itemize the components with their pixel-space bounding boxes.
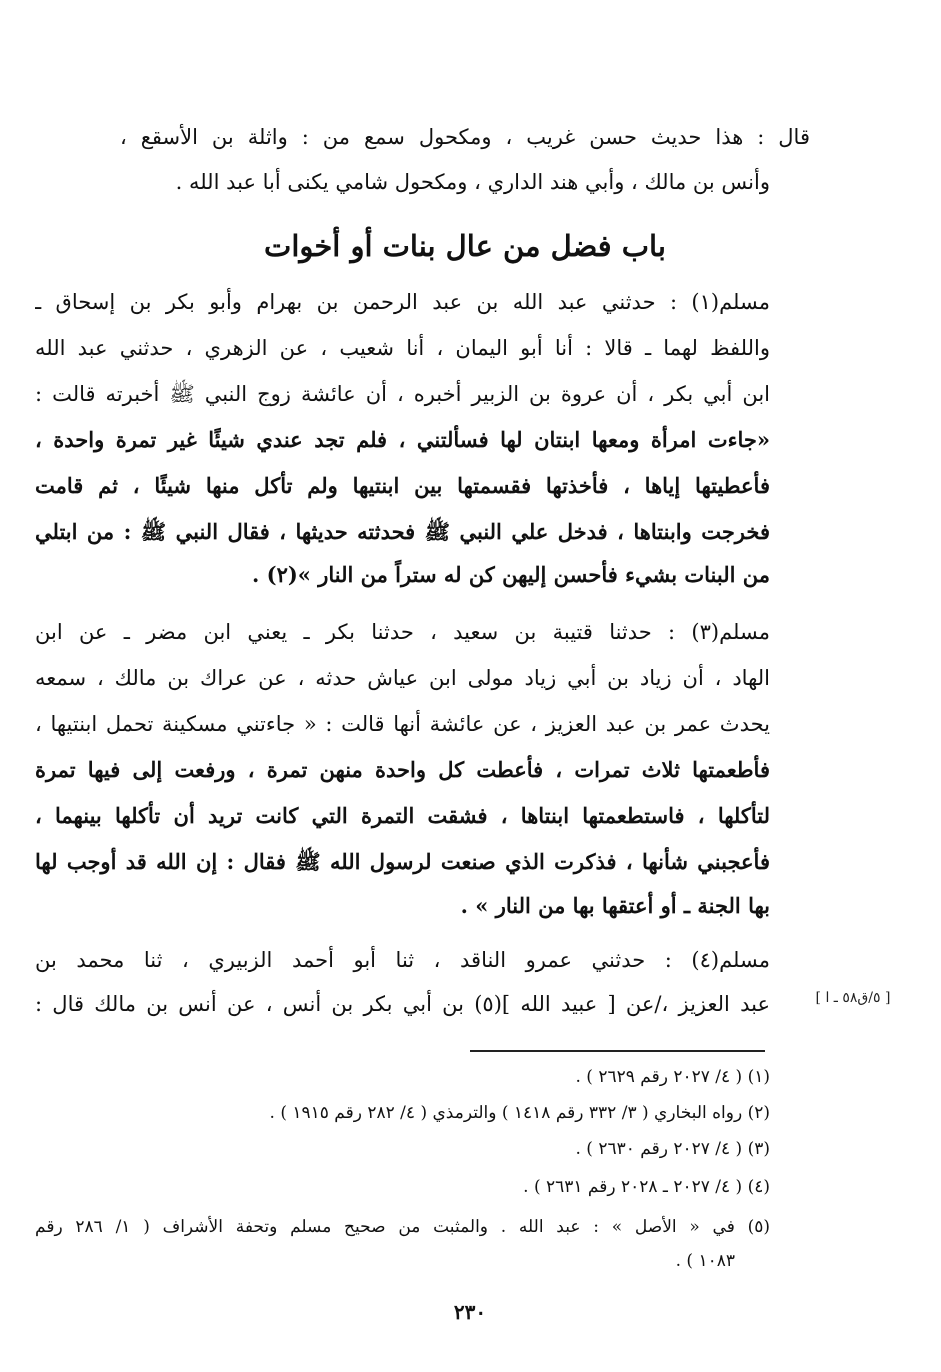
hadith2-line-3: يحدث عمر بن عبد العزيز ، عن عائشة أنها قالت : « جاءتني مسكينة تحمل ابنتيها ، [35,712,770,736]
hadith1-line-2: واللفظ لهما ـ قالا : أنا أبو اليمان ، أنا شعيب ، عن الزهري ، حدثني عبد الله [35,336,770,360]
manuscript-folio-note: [ ٥/ق٥٨ ـ ا ] [815,990,891,1006]
footnote-2: (٢) رواه البخاري ( ٣/ ٣٣٢ رقم ١٤١٨ ) والترمذي ( ٤/ ٢٨٢ رقم ١٩١٥ ) . [269,1103,770,1123]
page-number: ٢٣٠ [453,1300,487,1324]
hadith1-line-1: مسلم(١) : حدثني عبد الله بن عبد الرحمن بن بهرام وأبو بكر بن إسحاق ـ [35,290,770,314]
hadith3-line-1: مسلم(٤) : حدثني عمرو الناقد ، ثنا أبو أحمد الزبيري ، ثنا محمد بن [35,948,770,972]
hadith2-line-2: الهاد ، أن زياد بن أبي زياد مولى ابن عياش حدثه ، عن عراك بن مالك ، سمعه [35,666,770,690]
footnote-1: (١) ( ٤/ ٢٠٢٧ رقم ٢٦٢٩ ) . [575,1067,770,1087]
footnote-5: (٥) في « الأصل » : عبد الله . والمثبت من صحيح مسلم وتحفة الأشراف ( ١/ ٢٨٦ رقم [35,1217,770,1237]
hadith1-line-3: ابن أبي بكر ، أن عروة بن الزبير أخبره ، أن عائشة زوج النبي ﷺ أخبرته قالت : [35,382,770,406]
hadith2-line-5: لتأكلها ، فاستطعمتها ابنتاها ، فشقت التمرة التي كانت تريد أن تأكلها بينهما ، [35,803,770,828]
hadith2-line-4: فأطعمتها ثلاث تمرات ، فأعطت كل واحدة منهن تمرة ، ورفعت إلى فيها تمرة [35,757,770,782]
footnote-5-continued: ١٠٨٣ ) . [675,1251,735,1271]
footnote-4: (٤) ( ٤/ ٢٠٢٧ ـ ٢٠٢٨ رقم ٢٦٣١ ) . [523,1177,770,1197]
footnote-3: (٣) ( ٤/ ٢٠٢٧ رقم ٢٦٣٠ ) . [575,1139,770,1159]
intro-line-2: وأنس بن مالك ، وأبي هند الداري ، ومكحول شامي يكنى أبا عبد الله . [175,170,770,194]
intro-line-1: قال : هذا حديث حسن غريب ، ومكحول سمع من : واثلة بن الأسقع ، [120,125,810,149]
hadith2-line-1: مسلم(٣) : حدثنا قتيبة بن سعيد ، حدثنا بكر ـ يعني ابن مضر ـ عن ابن [35,620,770,644]
hadith1-line-6: فخرجت وابنتاها ، فدخل علي النبي ﷺ فحدثته حديثها ، فقال النبي ﷺ : من ابتلي [35,519,770,544]
hadith1-line-7: من البنات بشيء فأحسن إليهن كن له ستراً من النار »(٢) . [252,562,770,587]
hadith1-line-4: «جاءت امرأة ومعها ابنتان لها فسألتني ، فلم تجد عندي شيئًا غير تمرة واحدة ، [35,427,770,452]
hadith3-line-2: عبد العزيز ،/عن [ عبيد الله ](٥) بن أبي بكر بن أنس ، عن أنس بن مالك قال : [35,992,770,1016]
footnote-divider [470,1050,765,1052]
hadith1-line-5: فأعطيتها إياها ، فأخذتها فقسمتها بين ابنتيها ولم تأكل منها شيئًا ، ثم قامت [35,473,770,498]
hadith2-line-6: فأعجبني شأنها ، فذكرت الذي صنعت لرسول الله ﷺ فقال : إن الله قد أوجب لها [35,849,770,874]
section-heading: باب فضل من عال بنات أو أخوات [264,229,666,263]
hadith2-line-7: بها الجنة ـ أو أعتقها بها من النار » . [460,893,770,918]
